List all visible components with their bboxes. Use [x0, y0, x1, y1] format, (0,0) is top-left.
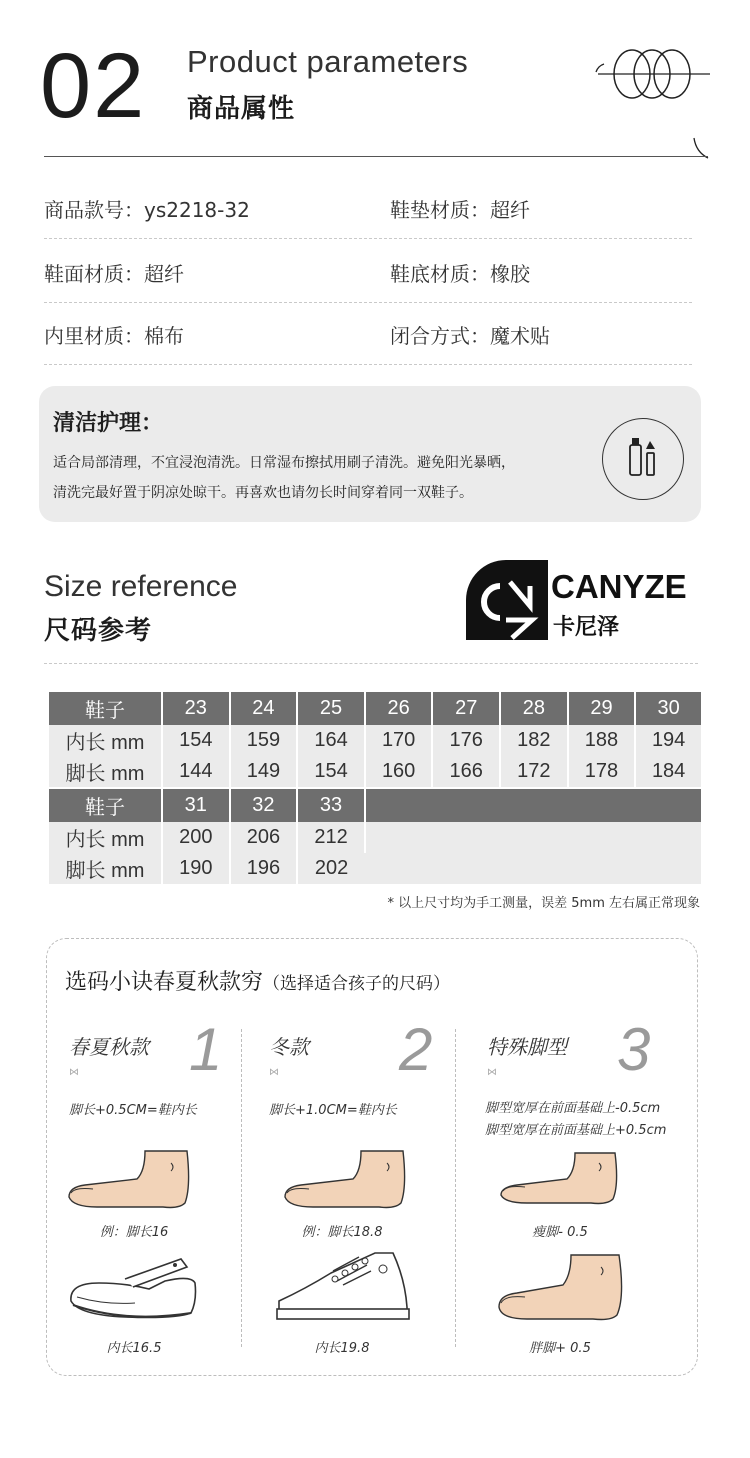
size-table	[49, 692, 701, 884]
tip-rule: 脚型宽厚在前面基础上+0.5cm	[485, 1123, 667, 1138]
param-item: 鞋垫材质：超纤	[390, 198, 530, 222]
tip-column-title: 冬款	[269, 1035, 309, 1059]
table-cell: 200	[162, 822, 230, 853]
decorative-rings-icon	[590, 44, 714, 164]
table-cell: 144	[162, 756, 230, 787]
table-row	[49, 789, 701, 822]
row-label: 脚长 mm	[49, 853, 162, 884]
table-cell: 196	[230, 853, 298, 884]
tip-column-number: 2	[399, 1016, 433, 1083]
param-row	[44, 238, 692, 303]
table-cell: 184	[635, 756, 701, 787]
table-cell: 160	[365, 756, 433, 787]
high-top-sneaker-icon	[275, 1249, 415, 1329]
care-text-line: 清洗完最好置于阴凉处晾干。再喜欢也请勿长时间穿着同一双鞋子。	[53, 485, 473, 501]
care-instructions-box	[39, 386, 701, 522]
tips-title	[65, 965, 450, 996]
table-cell: 176	[432, 725, 500, 756]
table-row	[49, 756, 701, 787]
table-cell: 212	[297, 822, 365, 853]
tip-column	[65, 1016, 270, 1357]
table-cell: 190	[162, 853, 230, 884]
section-number: 02	[40, 35, 147, 137]
tip-rule: 脚长+1.0CM=鞋内长	[269, 1103, 397, 1118]
size-tips-box	[46, 938, 698, 1376]
bow-icon: ⋈	[69, 1067, 79, 1078]
table-cell: 154	[297, 756, 365, 787]
tip-column-title: 春夏秋款	[69, 1035, 149, 1059]
table-cell: 154	[162, 725, 230, 756]
table-cell: 149	[230, 756, 298, 787]
table-row	[49, 725, 701, 756]
divider	[44, 663, 698, 664]
row-label: 内长 mm	[49, 822, 162, 853]
size-note: * 以上尺寸均为手工测量，误差 5mm 左右属正常现象	[387, 896, 700, 911]
tip-rule: 脚型宽厚在前面基础上-0.5cm	[485, 1101, 661, 1116]
brand-logo-icon	[466, 560, 548, 640]
table-cell: 172	[500, 756, 568, 787]
brand-name-cn: 卡尼泽	[553, 615, 620, 640]
size-title-cn: 尺码参考	[44, 616, 153, 646]
table-cell: 31	[162, 789, 230, 822]
table-cell: 159	[230, 725, 298, 756]
row-label: 内长 mm	[49, 725, 162, 756]
foot-icon	[67, 1147, 197, 1213]
cleaning-bottle-brush-icon	[602, 418, 684, 500]
table-cell: 206	[230, 822, 298, 853]
size-title-en: Size reference	[44, 570, 238, 603]
tip-column-title: 特殊脚型	[487, 1035, 567, 1059]
table-cell: 166	[432, 756, 500, 787]
row-label: 鞋子	[49, 789, 162, 822]
tip-column	[265, 1016, 470, 1357]
tips-subtitle: （选择适合孩子的尺码）	[263, 974, 451, 994]
tip-caption: 例：脚长18.8	[301, 1225, 383, 1240]
table-cell: 25	[297, 692, 365, 725]
row-label: 鞋子	[49, 692, 162, 725]
tip-column-number: 3	[617, 1016, 651, 1083]
tip-rule: 脚长+0.5CM=鞋内长	[69, 1103, 197, 1118]
table-cell: 29	[568, 692, 636, 725]
param-item: 闭合方式：魔术贴	[390, 324, 550, 348]
table-cell: 26	[365, 692, 433, 725]
table-cell: 164	[297, 725, 365, 756]
table-cell: 170	[365, 725, 433, 756]
care-text-line: 适合局部清理，不宜浸泡清洗。日常湿布擦拭用刷子清洗。避免阳光暴晒，	[53, 455, 515, 471]
table-cell: 194	[635, 725, 701, 756]
param-item: 内里材质：棉布	[44, 324, 184, 348]
tip-caption: 例：脚长16	[99, 1225, 169, 1240]
empty-cell	[365, 822, 701, 884]
bow-icon: ⋈	[487, 1067, 497, 1078]
table-cell: 32	[230, 789, 298, 822]
table-cell: 188	[568, 725, 636, 756]
param-row	[44, 174, 692, 239]
table-cell: 30	[635, 692, 701, 725]
foot-icon	[283, 1147, 413, 1213]
brand-name: CANYZE	[551, 568, 687, 605]
table-row	[49, 822, 701, 853]
bow-icon: ⋈	[269, 1067, 279, 1078]
tip-caption: 内长16.5	[106, 1341, 162, 1356]
param-item: 鞋面材质：超纤	[44, 262, 184, 286]
mary-jane-shoe-icon	[65, 1253, 205, 1329]
tip-caption: 胖脚+ 0.5	[529, 1341, 591, 1356]
param-item: 鞋底材质：橡胶	[390, 262, 530, 286]
table-cell: 178	[568, 756, 636, 787]
param-item: 商品款号：ys2218-32	[44, 198, 250, 222]
table-cell: 202	[297, 853, 365, 884]
empty-cell	[365, 789, 701, 822]
tips-title-main: 选码小诀春夏秋款穷	[65, 970, 264, 995]
table-cell: 23	[162, 692, 230, 725]
table-cell: 28	[500, 692, 568, 725]
param-row	[44, 300, 692, 365]
tip-column	[483, 1016, 688, 1357]
table-row	[49, 692, 701, 725]
tip-caption: 瘦脚- 0.5	[532, 1225, 588, 1240]
tip-column-number: 1	[189, 1016, 223, 1083]
care-title: 清洁护理：	[53, 411, 164, 436]
section-title-cn: 商品属性	[187, 94, 296, 124]
table-cell: 27	[432, 692, 500, 725]
tip-caption: 内长19.8	[314, 1341, 370, 1356]
wide-foot-icon	[497, 1253, 627, 1327]
table-cell: 33	[297, 789, 365, 822]
table-cell: 24	[230, 692, 298, 725]
table-cell: 182	[500, 725, 568, 756]
row-label: 脚长 mm	[49, 756, 162, 787]
section-title-en: Product parameters	[187, 44, 469, 79]
slim-foot-icon	[497, 1147, 627, 1213]
header-divider	[44, 156, 708, 157]
